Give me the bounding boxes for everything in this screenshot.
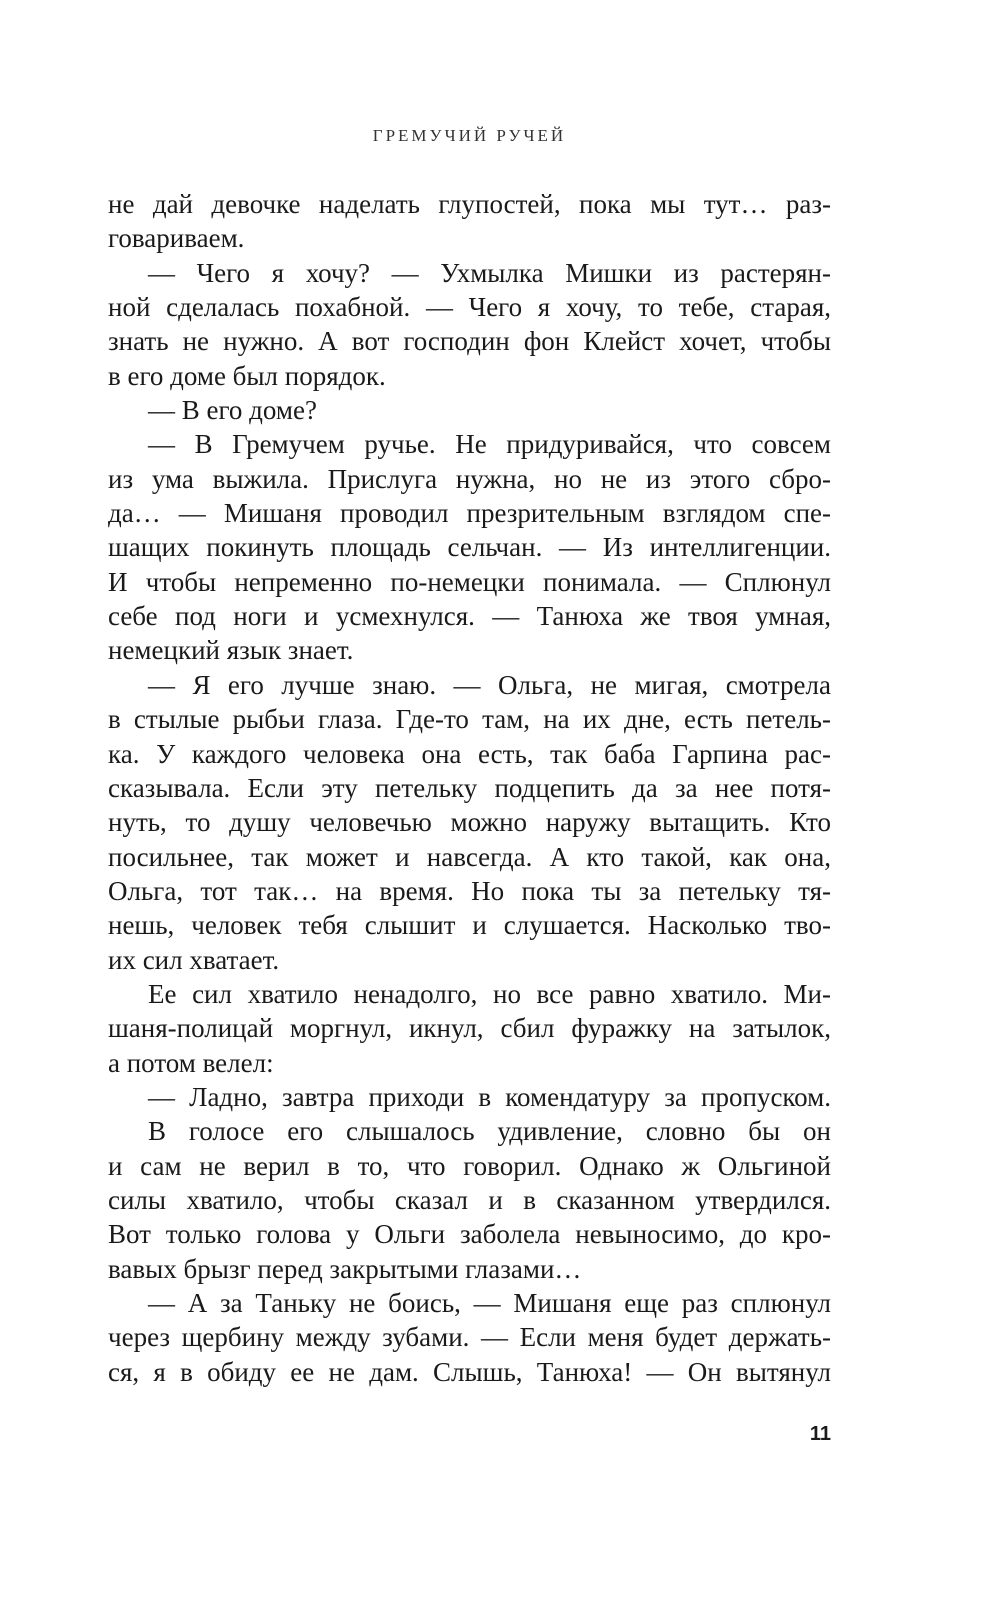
text-line: да… — Мишаня проводил презрительным взглядом спе- — [108, 498, 831, 529]
text-line: сказывала. Если эту петельку подцепить да за нее потя- — [108, 772, 831, 803]
text-line: шаня-полицай моргнул, икнул, сбил фуражку на затылок, — [108, 1013, 831, 1044]
text-line: через щербину между зубами. — Если меня будет держать- — [108, 1322, 831, 1353]
text-line: нешь, человек тебя слышит и слушается. Насколько тво- — [108, 910, 831, 941]
body-text — [108, 187, 831, 1389]
page-number: 11 — [809, 1423, 831, 1445]
text-line: их сил хватает. — [108, 944, 280, 975]
text-line: себе под ноги и усмехнулся. — Танюха же твоя умная, — [108, 601, 831, 632]
text-line: знать не нужно. А вот господин фон Клейст хочет, чтобы — [108, 326, 831, 357]
text-line: — А за Таньку не боись, — Мишаня еще раз сплюнул — [148, 1288, 831, 1318]
text-line: из ума выжила. Прислуга нужна, но не из этого сбро- — [108, 463, 831, 494]
text-line: — В Гремучем ручье. Не придуривайся, что совсем — [148, 429, 831, 460]
text-line: В голосе его слышалось удивление, словно бы он — [148, 1116, 831, 1147]
text-line: — В его доме? — [148, 395, 317, 426]
text-line: силы хватило, чтобы сказал и в сказанном утвердился. — [108, 1184, 831, 1215]
text-line: И чтобы непременно по-немецки понимала. — Сплюнул — [108, 566, 831, 597]
text-line: в его доме был порядок. — [108, 360, 386, 391]
text-line: Вот только голова у Ольги заболела невыносимо, до кро- — [108, 1219, 831, 1250]
text-line: — Ладно, завтра приходи в комендатуру за пропуском. — [148, 1081, 831, 1112]
text-line: в стылые рыбьи глаза. Где-то там, на их дне, есть петель- — [108, 704, 831, 735]
text-line: немецкий язык знает. — [108, 635, 354, 666]
text-line: и сам не верил в то, что говорил. Однако ж Ольгиной — [108, 1150, 831, 1181]
text-line: посильнее, так может и навсегда. А кто такой, как она, — [108, 841, 831, 872]
text-line: говариваем. — [108, 223, 245, 254]
text-line: шащих покинуть площадь сельчан. — Из интеллигенции. — [108, 532, 831, 563]
text-line: а потом велел: — [108, 1047, 274, 1078]
text-line: Ее сил хватило ненадолго, но все равно хватило. Ми- — [148, 978, 831, 1009]
text-line: нуть, то душу человечью можно наружу вытащить. Кто — [108, 807, 831, 838]
text-line: — Я его лучше знаю. — Ольга, не мигая, смотрела — [148, 669, 831, 700]
text-line: ка. У каждого человека она есть, так баба Гарпина рас- — [108, 738, 831, 769]
text-line: — Чего я хочу? — Ухмылка Мишки из растерян- — [148, 257, 831, 288]
text-line: ся, я в обиду ее не дам. Слышь, Танюха! — Он вытянул — [108, 1356, 831, 1387]
text-line: Ольга, тот так… на время. Но пока ты за петельку тя- — [108, 875, 831, 906]
running-head: ГРЕМУЧИЙ РУЧЕЙ — [372, 126, 567, 145]
text-line: не дай девочке наделать глупостей, пока мы тут… раз- — [108, 189, 831, 219]
text-line: ной сделалась похабной. — Чего я хочу, то тебе, старая, — [108, 292, 831, 323]
text-line: вавых брызг перед закрытыми глазами… — [108, 1253, 582, 1284]
